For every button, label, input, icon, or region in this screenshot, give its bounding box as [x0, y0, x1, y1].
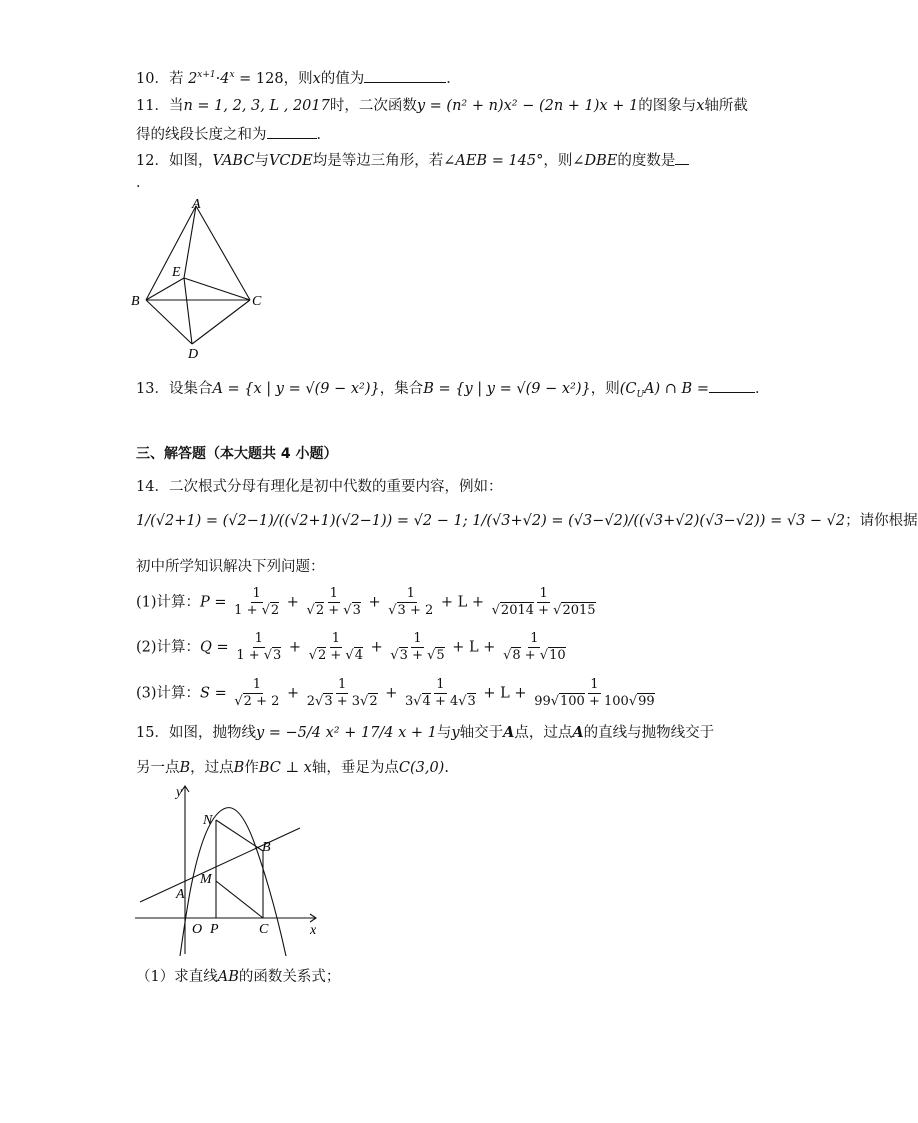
- question-12: 12．如图，VABC与VCDE均是等边三角形，若∠AEB = 145°，则∠DBE的度数是: [136, 150, 689, 172]
- seg-NB: [216, 820, 263, 851]
- question-14-part2: (2)计算：Q = $\frac{1}{1 + √3}$ + $\frac{1}{√2 + √4}$ + $\frac{1}{√3 + √5}$ + L + $\frac{1}{√8 + √10}$: [136, 631, 566, 663]
- label-N: N: [203, 813, 213, 828]
- question-14-part3: (3)计算：S = $\frac{1}{√2 + 2}$ + $\frac{1}{2√3 + 3√2}$ + $\frac{1}{3√4 + 4√3}$ + L + $\frac{1}{99√100 + 100√99}$: [136, 677, 655, 709]
- answer-blank[interactable]: [675, 150, 689, 165]
- question-15-line2: 另一点B，过点B作BC ⊥ x轴，垂足为点C(3,0).: [136, 760, 449, 776]
- label-A: A: [192, 197, 201, 212]
- question-15-part1: （1）求直线AB的函数关系式；: [136, 969, 341, 985]
- seg-CD: [192, 300, 250, 344]
- label-y: y: [176, 785, 183, 800]
- label-x: x: [310, 923, 317, 938]
- label-E: E: [172, 265, 181, 280]
- label-A: A: [176, 887, 185, 902]
- seg-ED: [184, 278, 192, 344]
- answer-blank[interactable]: [364, 68, 446, 83]
- question-11-line2: 得的线段长度之和为 ．: [136, 124, 331, 146]
- question-14-examples: 1/(√2+1) = (√2−1)/((√2+1)(√2−1)) = √2 − 1; 1/(√3+√2) = (√3−√2)/((√3+√2)(√3−√2)) = √3 − √2；请你根据: [136, 513, 918, 529]
- seg-BD: [146, 300, 192, 344]
- label-P: P: [210, 922, 219, 937]
- answer-blank[interactable]: [709, 378, 755, 393]
- question-10: 10．若 $2^{x+1}\cdot 4^x = 128$，则x的值为 ．: [136, 64, 461, 90]
- label-B: B: [262, 840, 271, 855]
- question-14: 14．二次根式分母有理化是初中代数的重要内容，例如：: [136, 479, 503, 495]
- question-11: 11．当n = 1, 2, 3, L , 2017时，二次函数y = (n² + n)x² − (2n + 1)x + 1的图象与x轴所截: [136, 98, 748, 114]
- seg-EC: [184, 278, 250, 300]
- question-14-line3: 初中所学知识解决下列问题：: [136, 559, 325, 575]
- parabola-figure: [130, 780, 330, 956]
- question-12-end: ．: [136, 175, 151, 191]
- label-C: C: [259, 922, 269, 937]
- section-heading: 三、解答题（本大题共 4 小题）: [136, 446, 338, 462]
- answer-blank[interactable]: [267, 124, 317, 139]
- label-C: C: [252, 294, 262, 309]
- question-14-part1: (1)计算：P = $\frac{1}{1 + √2}$ + $\frac{1}{√2 + √3}$ + $\frac{1}{√3 + 2}$ + L + $\frac{1}{√2014 + √2015}$: [136, 586, 596, 618]
- seg-MC: [216, 881, 263, 918]
- question-13: 13．设集合A = {x | y = √(9 − x²)}，集合B = {y | y = √(9 − x²)}，则$(C_UA)$ ∩ B = ．: [136, 378, 769, 406]
- seg-AC: [196, 206, 250, 300]
- label-D: D: [188, 347, 199, 362]
- label-O: O: [192, 922, 203, 937]
- question-15: 15．如图，抛物线y = −5/4 x² + 17/4 x + 1与y轴交于A点，过点A的直线与抛物线交于: [136, 724, 715, 741]
- label-M: M: [200, 872, 212, 887]
- math-base: 2: [188, 70, 198, 87]
- label-B: B: [131, 294, 140, 309]
- line-AB: [140, 828, 300, 902]
- triangle-figure: [128, 196, 268, 362]
